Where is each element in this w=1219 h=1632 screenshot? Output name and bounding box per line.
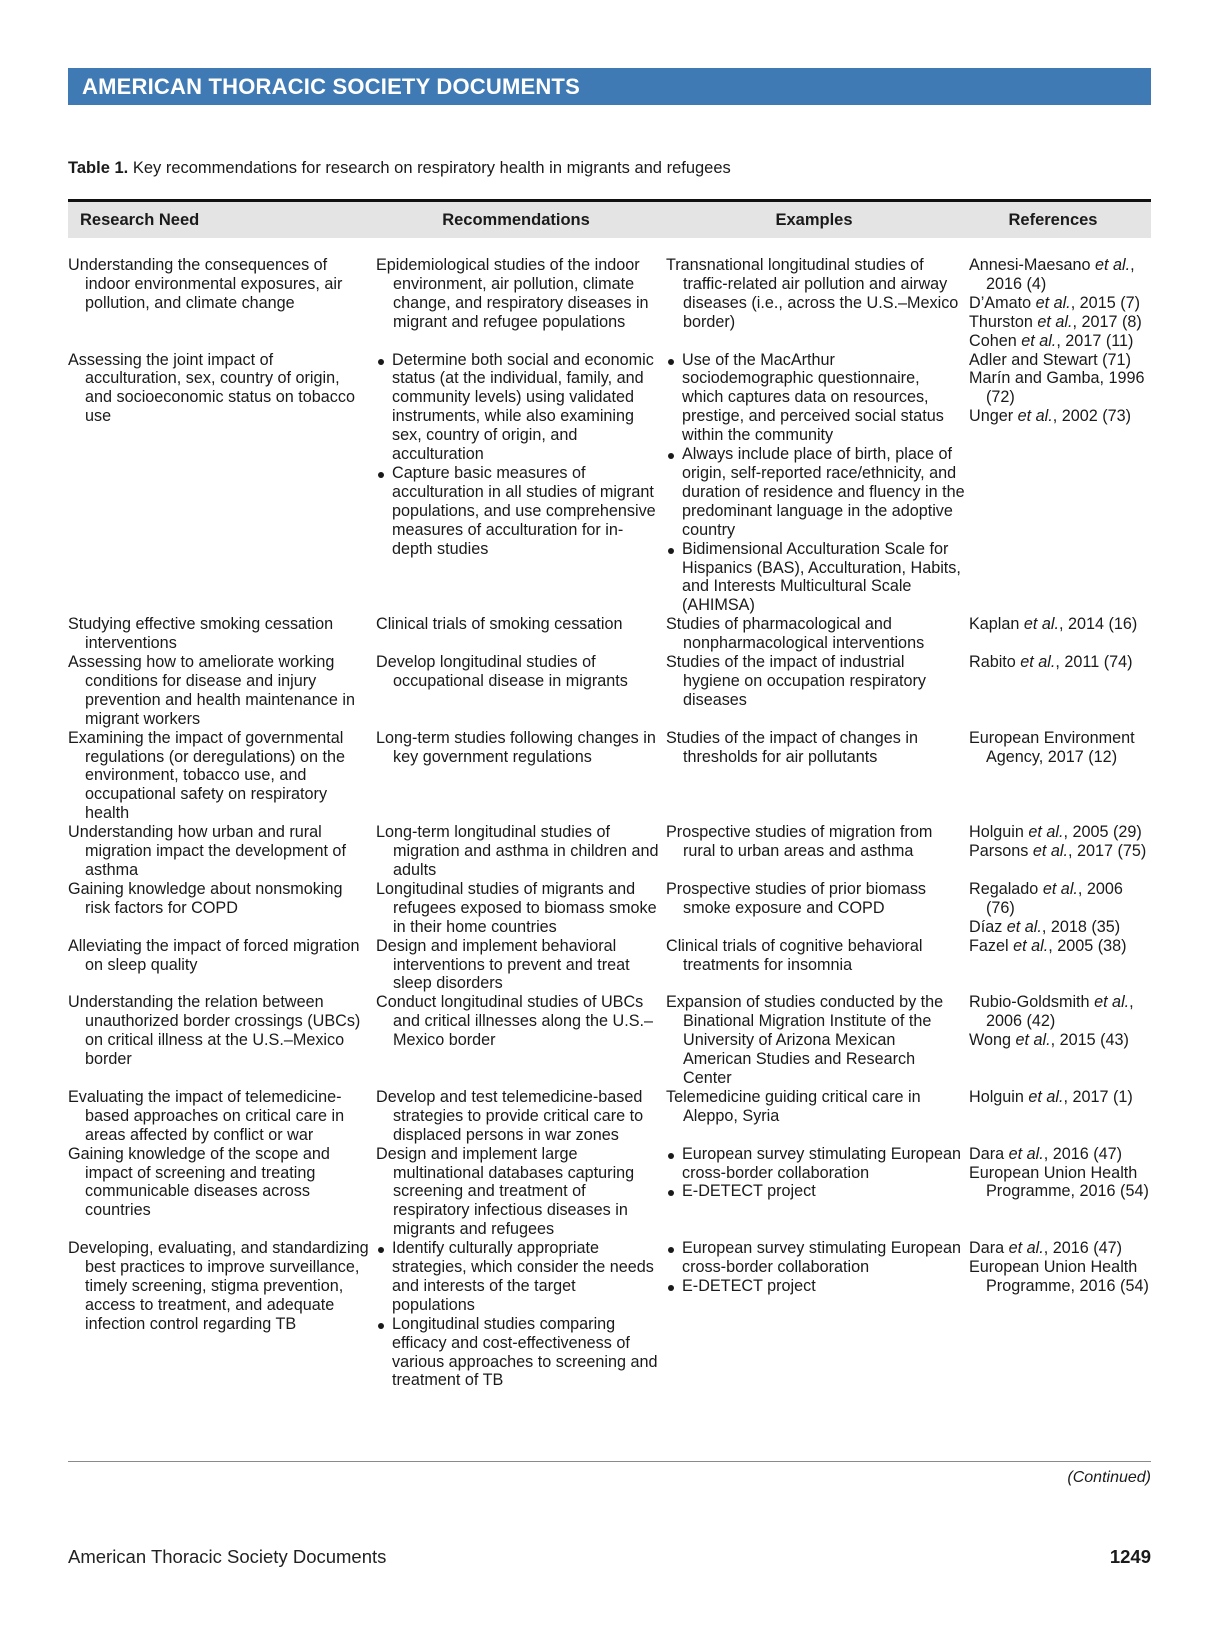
cell-recommendations (376, 993, 666, 1088)
cell-research-need: Gaining knowledge of the scope and impact of screening and treating communicable diseases across countries (68, 1144, 330, 1220)
cell-text: Longitudinal studies of migrants and refugees exposed to biomass smoke in their home countries (376, 879, 657, 936)
cell-examples (666, 1088, 969, 1145)
bullet-list (666, 1145, 965, 1202)
bullet-item: Always include place of birth, place of origin, self-reported race/ethnicity, and duration of residence and fluency in the predominant language in the adoptive country (666, 445, 965, 540)
reference-author: Díaz (969, 917, 1007, 936)
cell-recommendations (376, 1088, 666, 1145)
table-body (68, 256, 1151, 1390)
cell-text: Studies of the impact of industrial hygiene on occupation respiratory diseases (666, 653, 926, 709)
cell-references (969, 1239, 1151, 1390)
reference-author: Parsons (969, 842, 1033, 861)
reference-et-al: et al. (1006, 917, 1042, 936)
reference-year-number: , 2006 (42) (986, 993, 1134, 1031)
reference-author: Fazel (969, 936, 1014, 955)
reference-citation (969, 256, 1151, 294)
reference-et-al: et al. (1020, 653, 1056, 672)
cell-references (969, 937, 1151, 994)
reference-year-number: , 2016 (47) (1043, 1144, 1122, 1163)
cell-recommendations (376, 653, 666, 729)
table-row (68, 729, 1151, 824)
reference-citation (969, 729, 1151, 767)
reference-author: Kaplan (969, 615, 1024, 634)
bullet-item: Determine both social and economic status (at the individual, family, and community levels) using validated instruments, while also examining sex, country of origin, and acculturation (376, 351, 662, 464)
cell-recommendations (376, 729, 666, 824)
reference-citation (969, 1239, 1151, 1258)
reference-citation (969, 407, 1151, 426)
column-header-research-need: Research Need (80, 211, 200, 229)
cell-references (969, 256, 1151, 351)
cell-examples (666, 351, 969, 616)
bullet-list (666, 351, 965, 616)
table-row (68, 1239, 1151, 1390)
reference-author: Rubio-Goldsmith (969, 993, 1095, 1012)
reference-author: Regalado (969, 879, 1043, 898)
bullet-item: E-DETECT project (666, 1182, 965, 1201)
reference-citation (969, 842, 1151, 861)
reference-citation (969, 823, 1151, 842)
reference-citation (969, 369, 1151, 407)
cell-recommendations (376, 351, 666, 616)
table-caption (68, 158, 731, 178)
reference-year-number: , 2006 (76) (986, 879, 1123, 917)
cell-references (969, 1145, 1151, 1240)
cell-references (969, 615, 1151, 653)
cell-references (969, 880, 1151, 937)
cell-text: Develop longitudinal studies of occupational disease in migrants (376, 653, 628, 690)
bullet-item: Use of the MacArthur sociodemographic questionnaire, which captures data on resources, prestige, and perceived social status within the community (666, 351, 965, 446)
cell-text: Long-term longitudinal studies of migration and asthma in children and adults (376, 823, 659, 879)
table-caption-text: Key recommendations for research on respiratory health in migrants and refugees (132, 159, 731, 177)
bullet-item: Bidimensional Acculturation Scale for Hispanics (BAS), Acculturation, Habits, and Interests Multicultural Scale (AHIMSA) (666, 540, 965, 616)
reference-et-al: et al. (1094, 993, 1130, 1012)
cell-references (969, 729, 1151, 824)
reference-et-al: et al. (1094, 256, 1131, 274)
cell-text: Clinical trials of cognitive behavioral treatments for insomnia (666, 936, 923, 974)
cell-text: Long-term studies following changes in key government regulations (376, 728, 656, 766)
bullet-item: European survey stimulating European cross-border collaboration (666, 1145, 965, 1183)
reference-et-al: et al. (1042, 879, 1078, 898)
reference-et-al: et al. (1021, 331, 1057, 350)
cell-examples (666, 1145, 969, 1240)
reference-et-al: et al. (1037, 312, 1073, 331)
cell-examples (666, 1239, 969, 1390)
cell-text: Design and implement behavioral interventions to prevent and treat sleep disorders (376, 936, 630, 993)
reference-author: European Environment Agency, 2017 (12) (969, 728, 1135, 766)
reference-et-al: et al. (1008, 1144, 1044, 1163)
cell-text: Studies of the impact of changes in thresholds for air pollutants (666, 728, 918, 766)
reference-author: Holguin (969, 1087, 1029, 1106)
table-row (68, 256, 1151, 351)
bullet-list (666, 1239, 965, 1296)
cell-text: Conduct longitudinal studies of UBCs and critical illnesses along the U.S.–Mexico border (376, 993, 654, 1050)
table-row (68, 351, 1151, 616)
reference-et-al: et al. (1017, 407, 1053, 426)
cell-examples (666, 729, 969, 824)
reference-author: Adler and Stewart (71) (969, 350, 1131, 369)
reference-author: Thurston (969, 312, 1038, 331)
cell-examples (666, 653, 969, 729)
cell-research-need: Developing, evaluating, and standardizing best practices to improve surveillance, timely screening, stigma prevention, access to treatment, and adequate infection control regarding TB (68, 1239, 369, 1333)
cell-research-need: Alleviating the impact of forced migration on sleep quality (68, 936, 360, 974)
table-row (68, 937, 1151, 994)
reference-author: European Union Health Programme, 2016 (54) (969, 1163, 1149, 1201)
cell-examples (666, 615, 969, 653)
cell-references (969, 351, 1151, 616)
reference-citation (969, 1164, 1151, 1202)
reference-citation (969, 993, 1151, 1031)
cell-recommendations (376, 1145, 666, 1240)
cell-recommendations (376, 823, 666, 880)
table-bottom-rule (68, 1461, 1151, 1462)
footer-page-number: 1249 (1109, 1546, 1151, 1567)
cell-text: Transnational longitudinal studies of traffic-related air pollution and airway diseases (i.e., across the U.S.–Mexico border) (666, 256, 959, 331)
cell-research-need: Understanding how urban and rural migration impact the development of asthma (68, 823, 346, 879)
reference-citation (969, 1258, 1151, 1296)
cell-research-need: Evaluating the impact of telemedicine-based approaches on critical care in areas affected by conflict or war (68, 1087, 345, 1144)
bullet-item: Longitudinal studies comparing efficacy and cost-effectiveness of various approaches to screening and treatment of TB (376, 1315, 662, 1391)
reference-citation (969, 294, 1151, 313)
cell-text: Prospective studies of prior biomass smoke exposure and COPD (666, 879, 927, 917)
reference-year-number: , 2017 (11) (1056, 331, 1134, 350)
cell-text: Develop and test telemedicine-based strategies to provide critical care to displaced persons in war zones (376, 1087, 644, 1144)
bullet-list (376, 351, 662, 559)
reference-citation (969, 937, 1151, 956)
reference-citation (969, 1088, 1151, 1107)
reference-author: Cohen (969, 331, 1022, 350)
reference-citation (969, 918, 1151, 937)
cell-text: Design and implement large multinational databases capturing screening and treatment of respiratory infectious diseases in migrants and refugees (376, 1144, 635, 1239)
cell-examples (666, 823, 969, 880)
reference-et-al: et al. (1008, 1239, 1044, 1258)
reference-citation (969, 615, 1151, 634)
table-row (68, 823, 1151, 880)
column-header-examples: Examples (775, 211, 853, 229)
reference-year-number: , 2015 (43) (1050, 1031, 1129, 1050)
continued-note: (Continued) (1067, 1469, 1151, 1486)
bullet-item: European survey stimulating European cross-border collaboration (666, 1239, 965, 1277)
cell-recommendations (376, 615, 666, 653)
reference-citation (969, 1145, 1151, 1164)
cell-examples (666, 880, 969, 937)
cell-text: Clinical trials of smoking cessation (376, 615, 623, 634)
reference-author: Unger (969, 407, 1018, 426)
cell-examples (666, 993, 969, 1088)
table-row (68, 1145, 1151, 1240)
reference-author: Wong (969, 1031, 1016, 1050)
reference-et-al: et al. (1028, 823, 1064, 842)
reference-et-al: et al. (1032, 842, 1068, 861)
cell-research-need: Understanding the relation between unauthorized border crossings (UBCs) on critical illness at the U.S.–Mexico border (68, 993, 361, 1069)
reference-year-number: , 2017 (75) (1068, 842, 1147, 861)
cell-references (969, 1088, 1151, 1145)
reference-author: Holguin (969, 823, 1029, 842)
cell-text: Prospective studies of migration from rural to urban areas and asthma (666, 823, 933, 861)
reference-citation (969, 351, 1151, 370)
reference-year-number: , 2002 (73) (1052, 407, 1131, 426)
cell-recommendations (376, 1239, 666, 1390)
reference-citation (969, 880, 1151, 918)
bullet-list (376, 1239, 662, 1390)
table-row (68, 993, 1151, 1088)
reference-author: European Union Health Programme, 2016 (54) (969, 1258, 1149, 1295)
column-header-references: References (1008, 211, 1098, 229)
reference-year-number: , 2015 (7) (1070, 293, 1140, 312)
cell-text: Telemedicine guiding critical care in Aleppo, Syria (666, 1087, 921, 1125)
reference-et-al: et al. (1013, 936, 1049, 955)
reference-citation (969, 332, 1151, 351)
table-row (68, 880, 1151, 937)
cell-references (969, 823, 1151, 880)
column-header-recommendations: Recommendations (442, 211, 590, 229)
reference-author: Marín and Gamba, 1996 (72) (969, 369, 1145, 407)
cell-text: Expansion of studies conducted by the Binational Migration Institute of the University of Arizona Mexican American Studies and Research Center (666, 993, 944, 1087)
reference-et-al: et al. (1035, 293, 1071, 312)
cell-examples (666, 937, 969, 994)
reference-citation (969, 1031, 1151, 1050)
reference-et-al: et al. (1023, 615, 1060, 634)
table-header (68, 202, 1151, 238)
reference-year-number: , 2005 (38) (1048, 936, 1127, 955)
footer-journal-name: American Thoracic Society Documents (68, 1546, 387, 1567)
cell-research-need: Studying effective smoking cessation interventions (68, 615, 334, 653)
cell-references (969, 653, 1151, 729)
reference-year-number: , 2014 (16) (1059, 615, 1138, 634)
reference-et-al: et al. (1015, 1031, 1051, 1050)
cell-text: Epidemiological studies of the indoor environment, air pollution, climate change, and respiratory diseases in migrant and refugee populations (376, 256, 649, 331)
cell-recommendations (376, 937, 666, 994)
reference-year-number: , 2018 (35) (1041, 917, 1121, 936)
reference-author: D’Amato (969, 293, 1036, 312)
reference-author: Dara (969, 1239, 1009, 1258)
reference-author: Annesi-Maesano (969, 256, 1095, 274)
reference-citation (969, 653, 1151, 672)
section-banner: AMERICAN THORACIC SOCIETY DOCUMENTS (68, 68, 1151, 105)
cell-research-need: Assessing the joint impact of acculturation, sex, country of origin, and socioeconomic status on tobacco use (68, 350, 355, 426)
table-row (68, 1088, 1151, 1145)
cell-research-need: Understanding the consequences of indoor environmental exposures, air pollution, and climate change (68, 256, 343, 312)
reference-year-number: , 2017 (1) (1063, 1087, 1133, 1106)
cell-research-need: Assessing how to ameliorate working conditions for disease and injury prevention and health maintenance in migrant workers (68, 653, 355, 728)
reference-year-number: , 2017 (8) (1072, 312, 1142, 331)
reference-year-number: , 2016 (4) (986, 256, 1135, 293)
table-label: Table 1. (68, 159, 129, 177)
cell-references (969, 993, 1151, 1088)
reference-year-number: , 2016 (47) (1043, 1239, 1122, 1258)
cell-recommendations (376, 256, 666, 351)
reference-author: Rabito (969, 653, 1021, 672)
cell-research-need: Gaining knowledge about nonsmoking risk factors for COPD (68, 879, 343, 917)
reference-year-number: , 2011 (74) (1055, 653, 1133, 672)
cell-recommendations (376, 880, 666, 937)
cell-text: Studies of pharmacological and nonpharmacological interventions (666, 615, 925, 653)
cell-research-need: Examining the impact of governmental regulations (or deregulations) on the environment, tobacco use, and occupational safety on respiratory health (68, 728, 346, 823)
table-row (68, 653, 1151, 729)
cell-examples (666, 256, 969, 351)
reference-et-al: et al. (1028, 1087, 1064, 1106)
reference-citation (969, 313, 1151, 332)
bullet-item: E-DETECT project (666, 1277, 965, 1296)
reference-year-number: , 2005 (29) (1063, 823, 1142, 842)
table-row (68, 615, 1151, 653)
bullet-item: Capture basic measures of acculturation in all studies of migrant populations, and use comprehensive measures of acculturation for in-depth studies (376, 464, 662, 559)
reference-author: Dara (969, 1144, 1009, 1163)
bullet-item: Identify culturally appropriate strategies, which consider the needs and interests of the target populations (376, 1239, 662, 1315)
